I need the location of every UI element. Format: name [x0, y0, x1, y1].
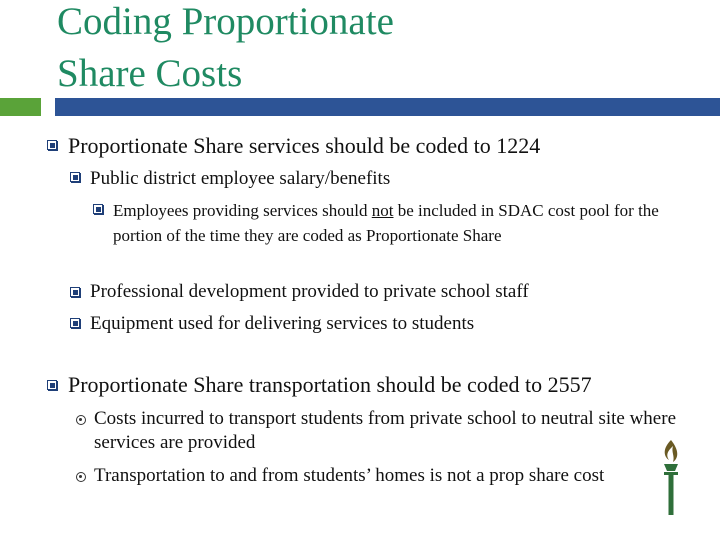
- square-bullet-icon: [70, 318, 80, 328]
- title-divider-blue: [55, 98, 720, 116]
- square-bullet-icon: [70, 287, 80, 297]
- square-bullet-icon: [47, 380, 57, 390]
- title-line-2: Share Costs: [57, 52, 243, 95]
- bullet-public-district: Public district employee salary/benefits: [90, 168, 391, 189]
- circle-bullet-icon: [76, 415, 86, 425]
- square-bullet-icon: [47, 140, 57, 150]
- square-bullet-icon: [93, 204, 103, 214]
- bullet-costs-incurred: Costs incurred to transport students from private school to neutral site where services are provided: [94, 408, 677, 453]
- title-divider-green: [0, 98, 41, 116]
- emphasis-not: not: [371, 201, 394, 220]
- title-line-1: Coding Proportionate: [57, 0, 394, 43]
- torch-logo-icon: [655, 438, 685, 518]
- bullet-employees-sdac: [113, 198, 703, 248]
- bullet-transportation-homes: Transportation to and from students’ homes is not a prop share cost: [94, 465, 605, 486]
- bullet-coded-1224: Proportionate Share services should be coded to 1224: [68, 133, 541, 158]
- employees-text-end: be included in SDAC cost pool for the portion of the time they are coded as Proportionate Share: [113, 201, 659, 245]
- employees-text-start: Employees providing services should: [113, 201, 372, 220]
- square-bullet-icon: [70, 172, 80, 182]
- bullet-coded-2557: Proportionate Share transportation should be coded to 2557: [68, 372, 592, 397]
- circle-bullet-icon: [76, 472, 86, 482]
- bullet-equipment: Equipment used for delivering services to students: [90, 313, 475, 334]
- bullet-professional-development: Professional development provided to private school staff: [90, 281, 529, 302]
